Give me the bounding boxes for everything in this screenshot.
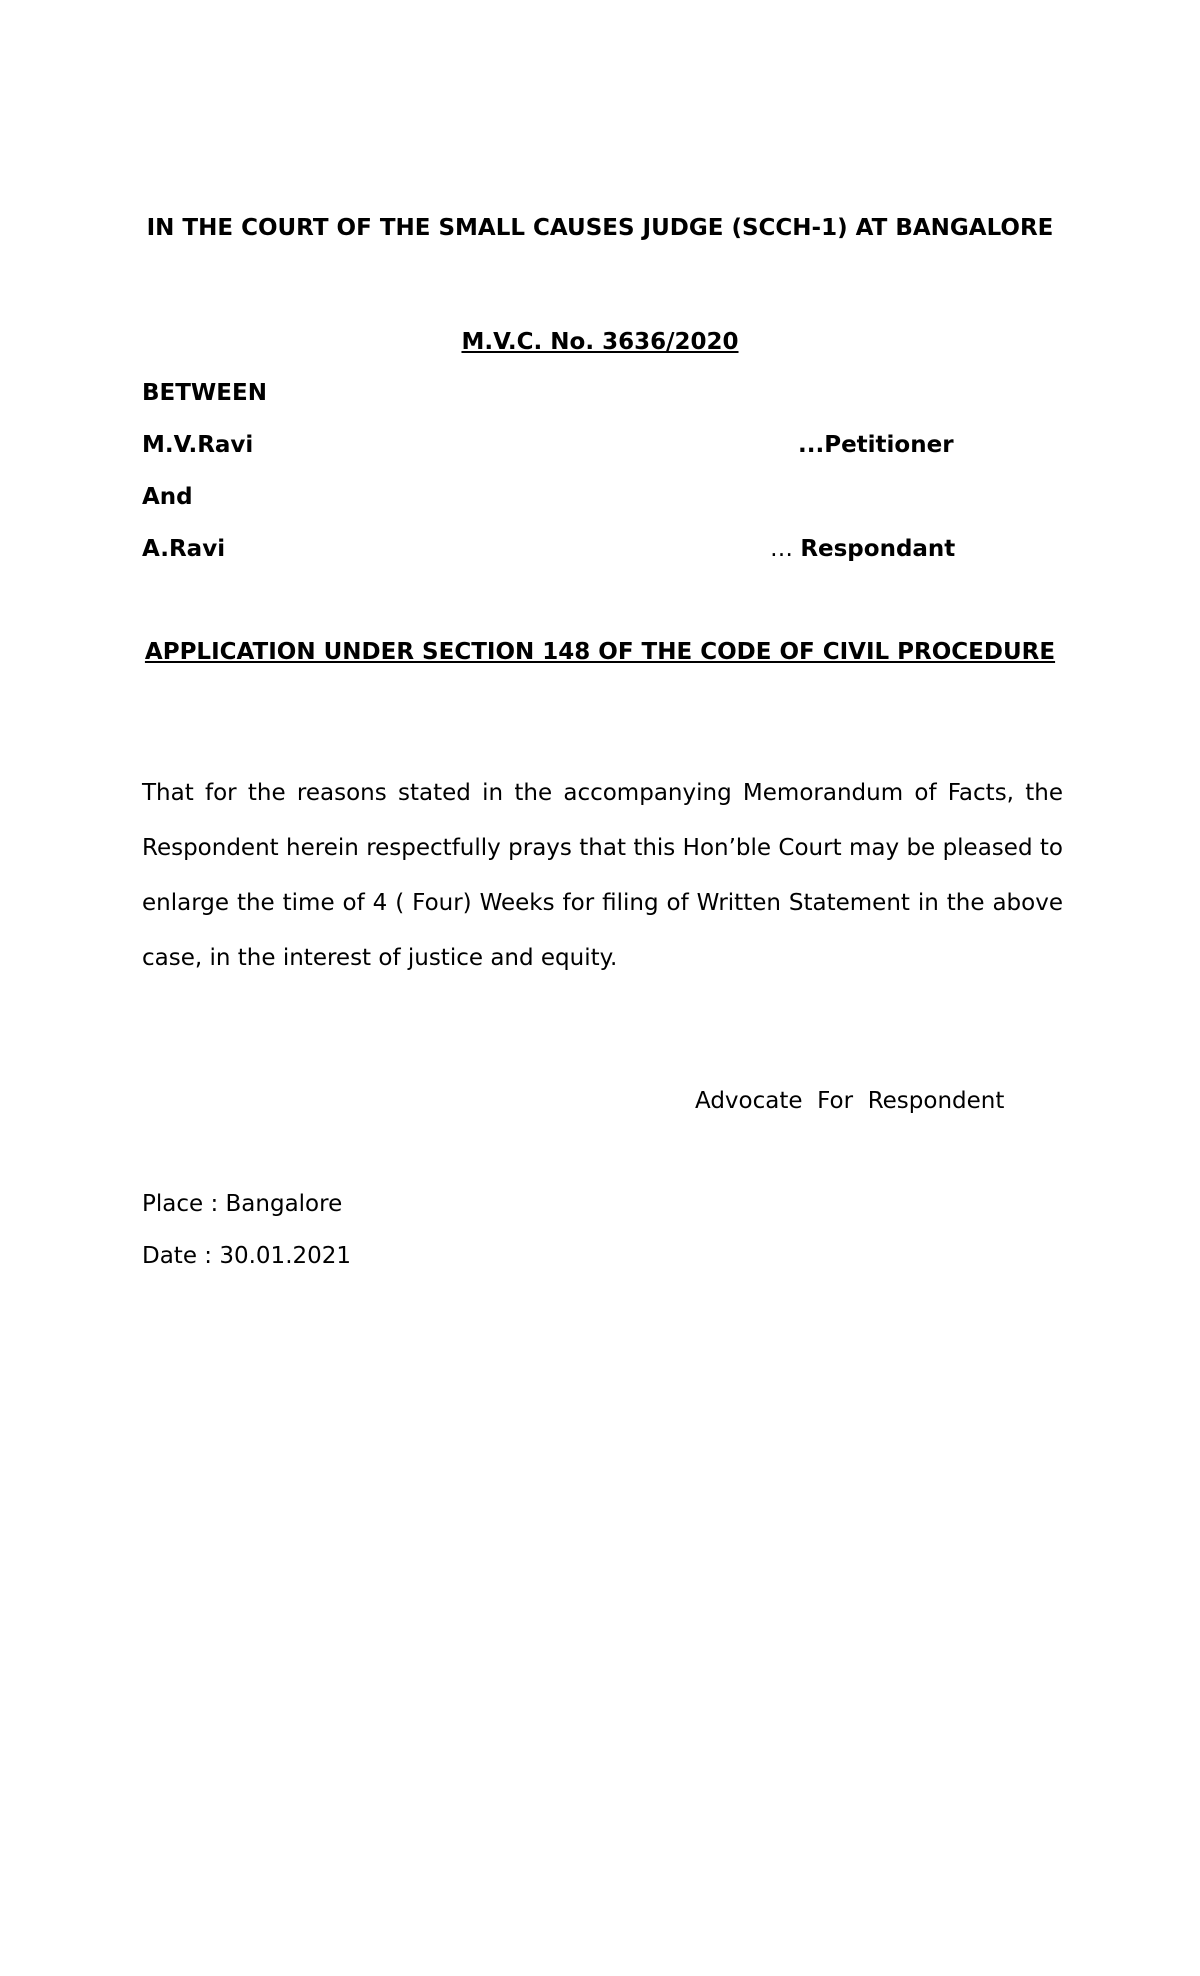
respondent-name: A.Ravi [142, 536, 226, 562]
respondent-label: Respondant [800, 536, 956, 562]
petitioner-label: ...Petitioner [798, 432, 954, 458]
respondent-role [770, 533, 955, 565]
and-label: And [142, 484, 193, 510]
petitioner-name: M.V.Ravi [142, 432, 254, 458]
court-title: IN THE COURT OF THE SMALL CAUSES JUDGE (SCCH-1) AT BANGALORE [146, 215, 1054, 241]
place-line: Place : Bangalore [142, 1191, 343, 1217]
between-label: BETWEEN [142, 380, 267, 406]
application-body: That for the reasons stated in the accompanying Memorandum of Facts, the Respondent herein respectfully prays that this Hon’ble Court may be pleased to enlarge the time of 4 ( Four) Weeks for filing of Written Statement in the above case, in the interest of justice and equity. [142, 780, 1063, 971]
respondent-prefix: … [770, 536, 801, 562]
case-number: M.V.C. No. 3636/2020 [461, 329, 739, 355]
advocate-signature: Advocate For Respondent [695, 1088, 1005, 1114]
date-line: Date : 30.01.2021 [142, 1243, 352, 1269]
application-title: APPLICATION UNDER SECTION 148 OF THE CODE OF CIVIL PROCEDURE [144, 639, 1056, 665]
